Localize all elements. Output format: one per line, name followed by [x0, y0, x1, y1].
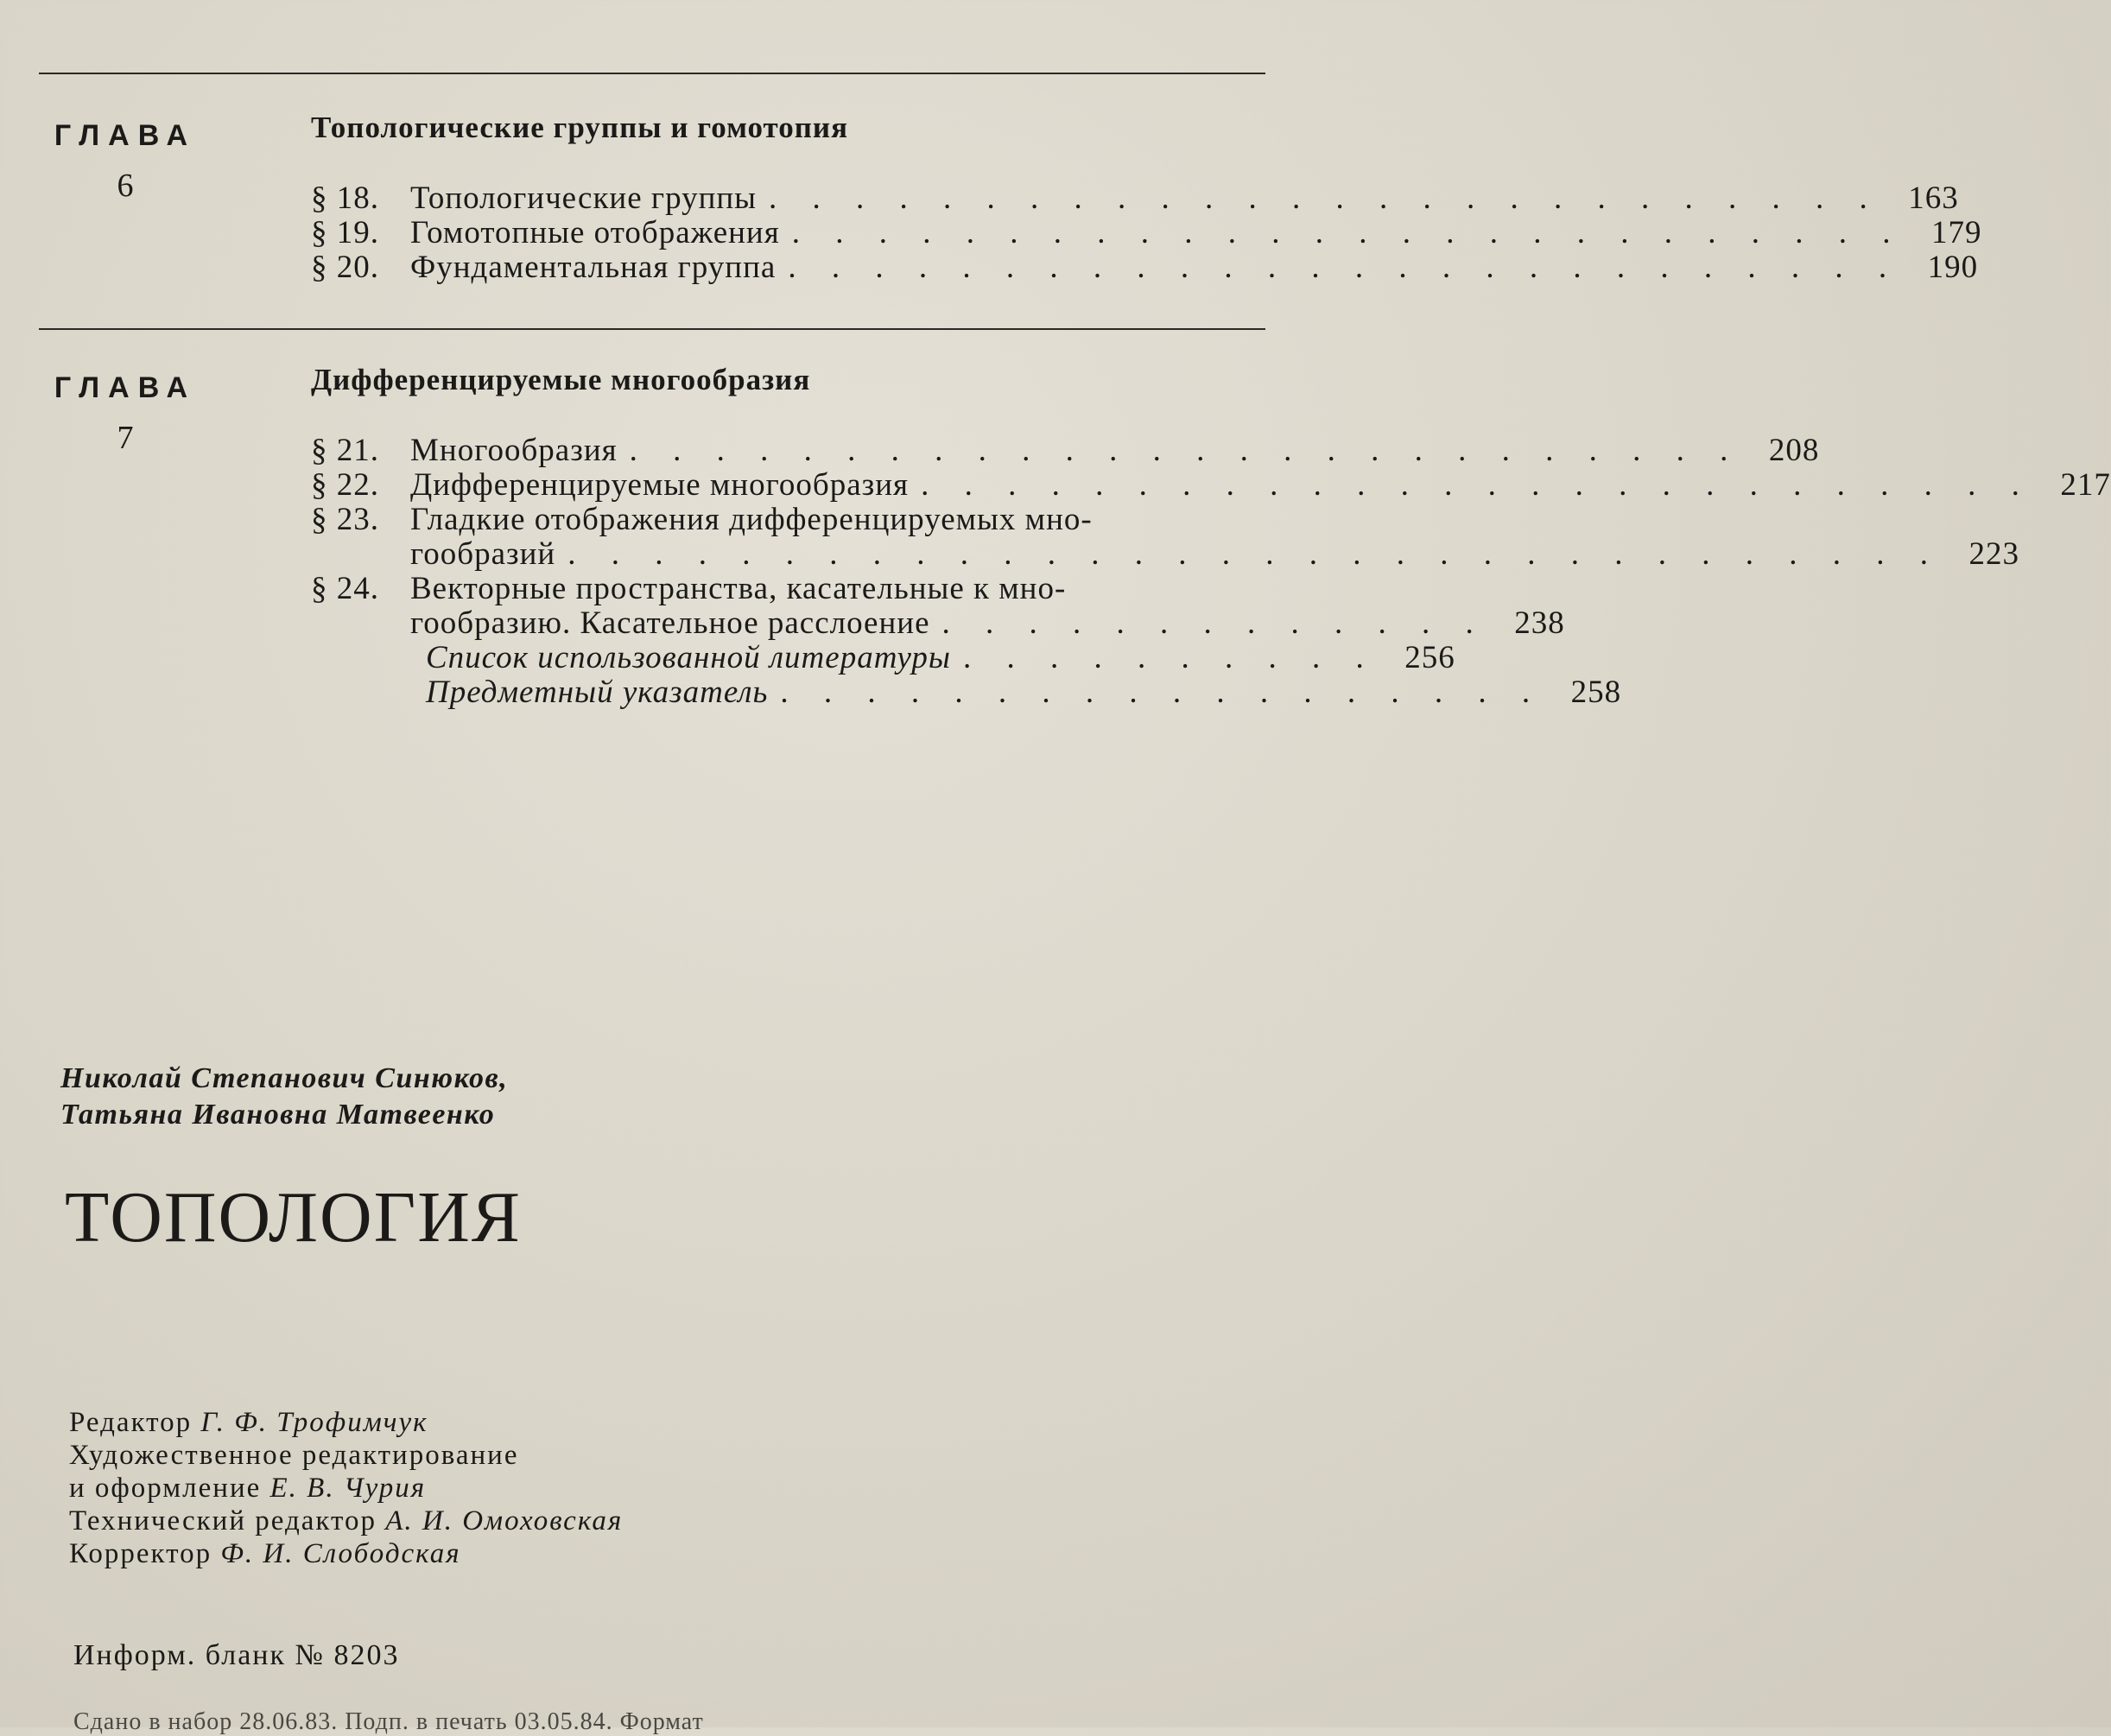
leader-dots: . . . . . . . . . . . . . . . . . . . . . . . . . .: [791, 215, 1905, 250]
credit-line: [69, 1472, 623, 1505]
chapter-title: Топологические группы и гомотопия: [311, 111, 849, 144]
toc-entry-back-matter: [311, 674, 1622, 710]
section-title: гообразию. Касательное расслоение: [410, 605, 930, 641]
credit-line: [69, 1439, 623, 1472]
credit-name: А. И. Омоховская: [385, 1505, 624, 1536]
toc-entry: [311, 466, 2111, 503]
credit-role: Корректор: [69, 1538, 212, 1569]
section-number: § 22.: [311, 467, 379, 503]
section-number: § 20.: [311, 250, 379, 285]
toc-entry-back-matter: [311, 639, 1455, 675]
page-number: 179: [1931, 215, 1982, 250]
credit-name: Е. В. Чурия: [269, 1473, 427, 1504]
section-title: Гомотопные отображения: [410, 215, 780, 250]
toc-entry: [311, 214, 1982, 250]
section-number: § 19.: [311, 215, 379, 250]
leader-dots: . . . . . . . . . . . . . . . . . . . . . . . . . .: [629, 433, 1742, 468]
toc-entry: [311, 249, 1979, 285]
chapter-6-toc: [311, 180, 1982, 285]
credit-line: [69, 1537, 623, 1570]
author-name: Татьяна Ивановна Матвеенко: [60, 1099, 496, 1131]
chapter-label-text: ГЛАВА: [54, 371, 197, 404]
section-title: Фундаментальная группа: [410, 250, 777, 285]
section-number: § 21.: [311, 433, 379, 468]
section-title: Дифференцируемые многообразия: [410, 467, 910, 503]
toc-entry: [311, 570, 1265, 605]
chapter-number: 6: [117, 168, 134, 204]
toc-entry: [311, 432, 1820, 468]
author-name: Николай Степанович Синюков,: [60, 1062, 509, 1094]
back-matter-title: Список использованной литературы: [426, 640, 951, 675]
page-number: 163: [1908, 181, 1959, 216]
toc-entry: [311, 501, 1265, 535]
page-number: 190: [1927, 250, 1979, 285]
chapter-label: [39, 363, 212, 463]
authors: [60, 1061, 508, 1133]
book-title: ТОПОЛОГИЯ: [65, 1177, 522, 1258]
leader-dots: . . . . . . . . . . . . . . . . . . . . . . . . . .: [769, 181, 1881, 216]
section-title: Гладкие отображения дифференцируемых мно-: [410, 502, 1093, 537]
section-title: Топологические группы: [410, 181, 758, 216]
section-number: § 23.: [311, 502, 379, 537]
back-matter-title: Предметный указатель: [426, 675, 769, 710]
section-title: гообразий: [410, 536, 556, 572]
page-number: 223: [1968, 536, 2019, 572]
page-number: 217: [2060, 467, 2111, 503]
leader-dots: . . . . . . . . . .: [963, 640, 1378, 675]
credit-role: Художественное редактирование: [69, 1440, 519, 1471]
page-number: 256: [1404, 640, 1455, 675]
credit-line: [69, 1406, 623, 1439]
toc-entry-continuation: [311, 605, 1565, 641]
chapter-label-text: ГЛАВА: [54, 119, 197, 152]
credit-name: Г. Ф. Трофимчук: [200, 1407, 428, 1438]
section-number: § 24.: [311, 571, 379, 606]
credits: [69, 1406, 623, 1570]
page-number: 258: [1570, 675, 1622, 710]
section-title: Векторные пространства, касательные к мно-: [410, 571, 1067, 606]
info-blank: Информ. бланк № 8203: [73, 1639, 400, 1671]
page-number: 208: [1768, 433, 1820, 468]
section-number: § 18.: [311, 181, 379, 216]
credit-role: Редактор: [69, 1407, 193, 1438]
page-number: 238: [1514, 605, 1565, 641]
chapter-number: 7: [117, 420, 134, 456]
credit-role: и оформление: [69, 1473, 262, 1504]
leader-dots: . . . . . . . . . . . . .: [941, 605, 1487, 641]
section-title: Многообразия: [410, 433, 618, 468]
leader-dots: . . . . . . . . . . . . . . . . . . . . . . . . . .: [788, 250, 1901, 285]
leader-dots: . . . . . . . . . . . . . . . . . .: [780, 675, 1544, 710]
credit-name: Ф. И. Слободская: [220, 1538, 461, 1569]
leader-dots: . . . . . . . . . . . . . . . . . . . . . . . . . .: [921, 467, 2033, 503]
chapter-label: [39, 111, 212, 211]
credit-role: Технический редактор: [69, 1505, 377, 1536]
credit-line: [69, 1505, 623, 1537]
chapter-divider-rule: [39, 328, 1265, 330]
toc-entry-continuation: [311, 535, 2019, 572]
chapter-title: Дифференцируемые многообразия: [311, 363, 811, 396]
cut-off-line: Сдано в набор 28.06.83. Подп. в печать 03.05.84. Формат: [73, 1708, 704, 1735]
chapter-7-toc: [311, 432, 2111, 710]
leader-dots: . . . . . . . . . . . . . . . . . . . . . . . . . . . . . . . .: [567, 536, 1942, 572]
top-rule: [39, 73, 1265, 74]
toc-entry: [311, 180, 1959, 216]
